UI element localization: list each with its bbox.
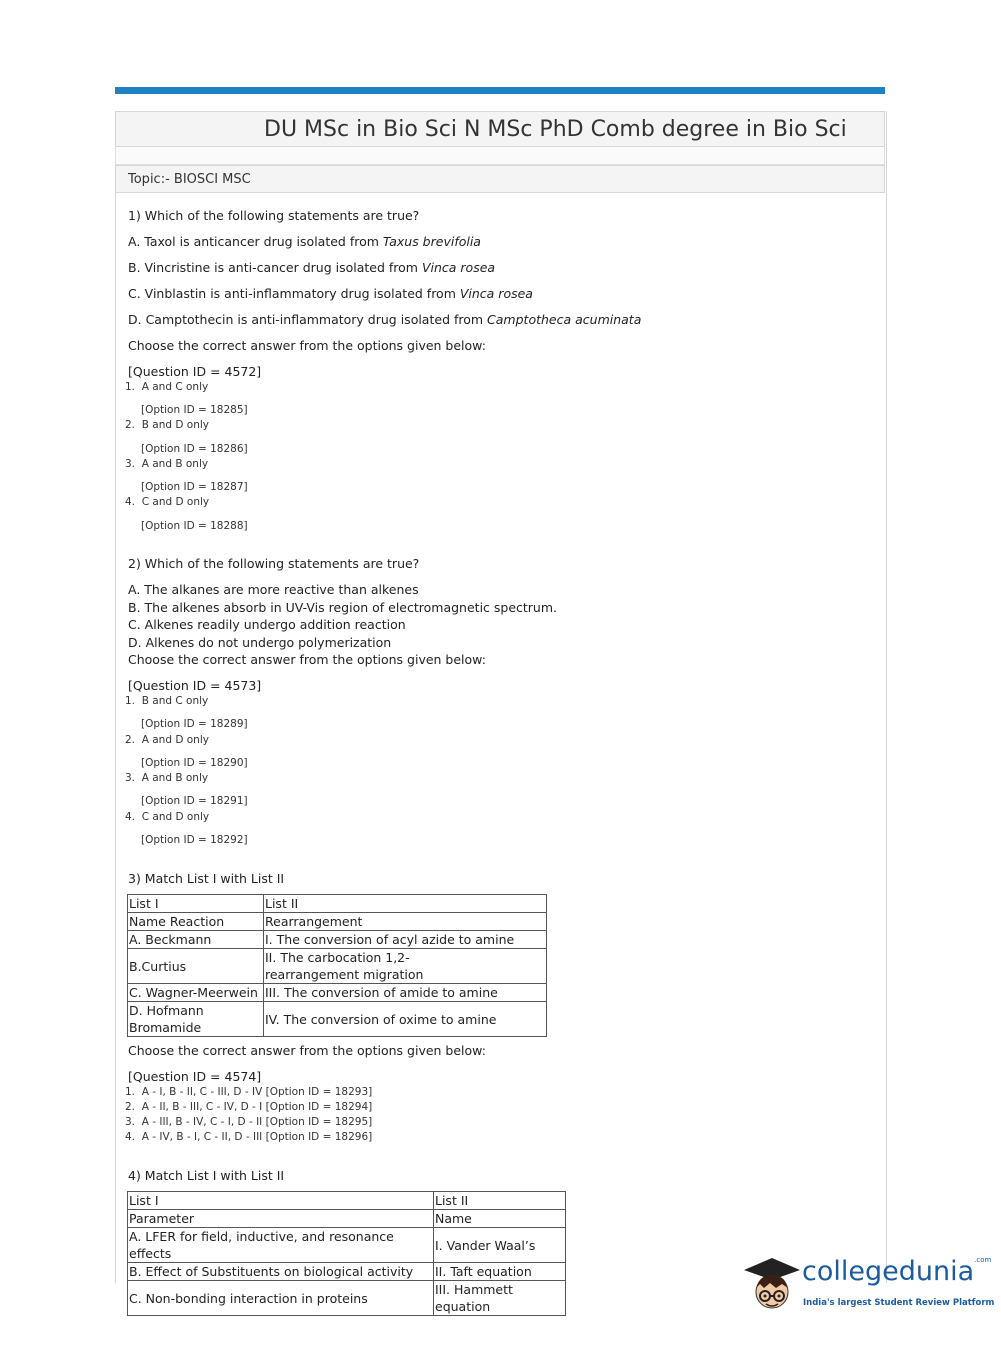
top-accent-bar xyxy=(115,87,885,94)
table-row xyxy=(128,949,547,984)
q1-question-id: [Question ID = 4572] xyxy=(128,364,262,379)
q2-statement-c: C. Alkenes readily undergo addition reaction xyxy=(128,617,406,632)
q3-option-2[interactable]: 2. A - II, B - III, C - IV, D - I [Option ID = 18294] xyxy=(125,1101,373,1113)
q3-subheader-2: Rearrangement xyxy=(264,913,547,931)
q1-statement-a: A. Taxol is anticancer drug isolated from Taxus brevifolia xyxy=(128,234,481,249)
q1-statement-c: C. Vinblastin is anti-inflammatory drug isolated from Vinca rosea xyxy=(128,286,533,301)
q3-question-id: [Question ID = 4574] xyxy=(128,1069,262,1084)
q4-header-list2: List II xyxy=(434,1192,566,1210)
q1-statement-b: B. Vincristine is anti-cancer drug isolated from Vinca rosea xyxy=(128,260,496,275)
header-spacer xyxy=(115,147,885,165)
q3-row4-col1: D. Hofmann Bromamide xyxy=(128,1002,264,1037)
q4-row1-col1: A. LFER for field, inductive, and resonance effects xyxy=(128,1228,434,1263)
table-row xyxy=(128,1281,566,1316)
q1-statement-d: D. Camptothecin is anti-inflammatory drug isolated from Camptotheca acuminata xyxy=(128,312,642,327)
q3-header-list1: List I xyxy=(128,895,264,913)
q4-row3-col2: III. Hammett equation xyxy=(434,1281,566,1316)
q3-header-list2: List II xyxy=(264,895,547,913)
q3-row3-col2: III. The conversion of amide to amine xyxy=(264,984,547,1002)
q2-option-2[interactable]: 2. A and D only xyxy=(125,734,209,746)
q4-row3-col1: C. Non-bonding interaction in proteins xyxy=(128,1281,434,1316)
q3-choose: Choose the correct answer from the options given below: xyxy=(128,1043,486,1058)
q3-row2-col1: B.Curtius xyxy=(128,949,264,984)
q4-subheader-2: Name xyxy=(434,1210,566,1228)
q2-question-id: [Question ID = 4573] xyxy=(128,678,262,693)
title-box xyxy=(115,111,885,147)
logo-tagline: India's largest Student Review Platform xyxy=(803,1298,995,1308)
q3-row4-col2: IV. The conversion of oxime to amine xyxy=(264,1002,547,1037)
q1-option-1-id: [Option ID = 18285] xyxy=(141,404,248,416)
table-row xyxy=(128,984,547,1002)
q1-option-1[interactable]: 1. A and C only xyxy=(125,381,209,393)
q3-row3-col1: C. Wagner-Meerwein xyxy=(128,984,264,1002)
q1-question: 1) Which of the following statements are true? xyxy=(128,208,420,223)
table-row xyxy=(128,1228,566,1263)
table-row xyxy=(128,1210,566,1228)
q2-option-4-id: [Option ID = 18292] xyxy=(141,834,248,846)
logo-wordmark: collegedunia$^{.com}$ xyxy=(802,1256,992,1287)
q2-statement-b: B. The alkenes absorb in UV-Vis region of electromagnetic spectrum. xyxy=(128,600,558,615)
q2-option-4[interactable]: 4. C and D only xyxy=(125,811,210,823)
q1-option-3[interactable]: 3. A and B only xyxy=(125,458,209,470)
q1-option-2-id: [Option ID = 18286] xyxy=(141,443,248,455)
q2-option-3-id: [Option ID = 18291] xyxy=(141,795,248,807)
q2-question: 2) Which of the following statements are true? xyxy=(128,556,420,571)
page-title: DU MSc in Bio Sci N MSc PhD Comb degree in Bio Sci xyxy=(264,117,847,142)
q1-option-4-id: [Option ID = 18288] xyxy=(141,520,248,532)
q3-option-1[interactable]: 1. A - I, B - II, C - III, D - IV [Option ID = 18293] xyxy=(125,1086,373,1098)
table-row xyxy=(128,1263,566,1281)
table-row xyxy=(128,913,547,931)
q3-question: 3) Match List I with List II xyxy=(128,871,285,886)
mascot-icon xyxy=(742,1248,802,1320)
q4-subheader-1: Parameter xyxy=(128,1210,434,1228)
q3-match-table xyxy=(127,894,547,1037)
q2-option-1[interactable]: 1. B and C only xyxy=(125,695,209,707)
table-row xyxy=(128,895,547,913)
q3-option-3[interactable]: 3. A - III, B - IV, C - I, D - II [Option ID = 18295] xyxy=(125,1116,373,1128)
q2-option-2-id: [Option ID = 18290] xyxy=(141,757,248,769)
q3-option-4[interactable]: 4. A - IV, B - I, C - II, D - III [Option ID = 18296] xyxy=(125,1131,373,1143)
q3-row1-col2: I. The conversion of acyl azide to amine xyxy=(264,931,547,949)
q4-row2-col1: B. Effect of Substituents on biological activity xyxy=(128,1263,434,1281)
collegedunia-logo[interactable] xyxy=(742,1248,995,1320)
q4-question: 4) Match List I with List II xyxy=(128,1168,285,1183)
q4-header-list1: List I xyxy=(128,1192,434,1210)
table-row xyxy=(128,1192,566,1210)
topic-label: Topic:- BIOSCI MSC xyxy=(128,172,251,187)
q3-row2-col2: II. The carbocation 1,2- rearrangement migration xyxy=(264,949,547,984)
q4-row1-col2: I. Vander Waal’s xyxy=(434,1228,566,1263)
table-row xyxy=(128,931,547,949)
q2-statement-d: D. Alkenes do not undergo polymerization xyxy=(128,635,392,650)
q1-choose: Choose the correct answer from the options given below: xyxy=(128,338,486,353)
q1-option-3-id: [Option ID = 18287] xyxy=(141,481,248,493)
q2-option-3[interactable]: 3. A and B only xyxy=(125,772,209,784)
q1-option-4[interactable]: 4. C and D only xyxy=(125,496,210,508)
q2-choose: Choose the correct answer from the options given below: xyxy=(128,652,486,667)
q2-statement-a: A. The alkanes are more reactive than alkenes xyxy=(128,582,419,597)
q3-subheader-1: Name Reaction xyxy=(128,913,264,931)
table-row xyxy=(128,1002,547,1037)
q4-match-table xyxy=(127,1191,566,1316)
q3-row1-col1: A. Beckmann xyxy=(128,931,264,949)
q2-option-1-id: [Option ID = 18289] xyxy=(141,718,248,730)
q1-option-2[interactable]: 2. B and D only xyxy=(125,419,209,431)
topic-bar xyxy=(115,165,885,193)
q4-row2-col2: II. Taft equation xyxy=(434,1263,566,1281)
